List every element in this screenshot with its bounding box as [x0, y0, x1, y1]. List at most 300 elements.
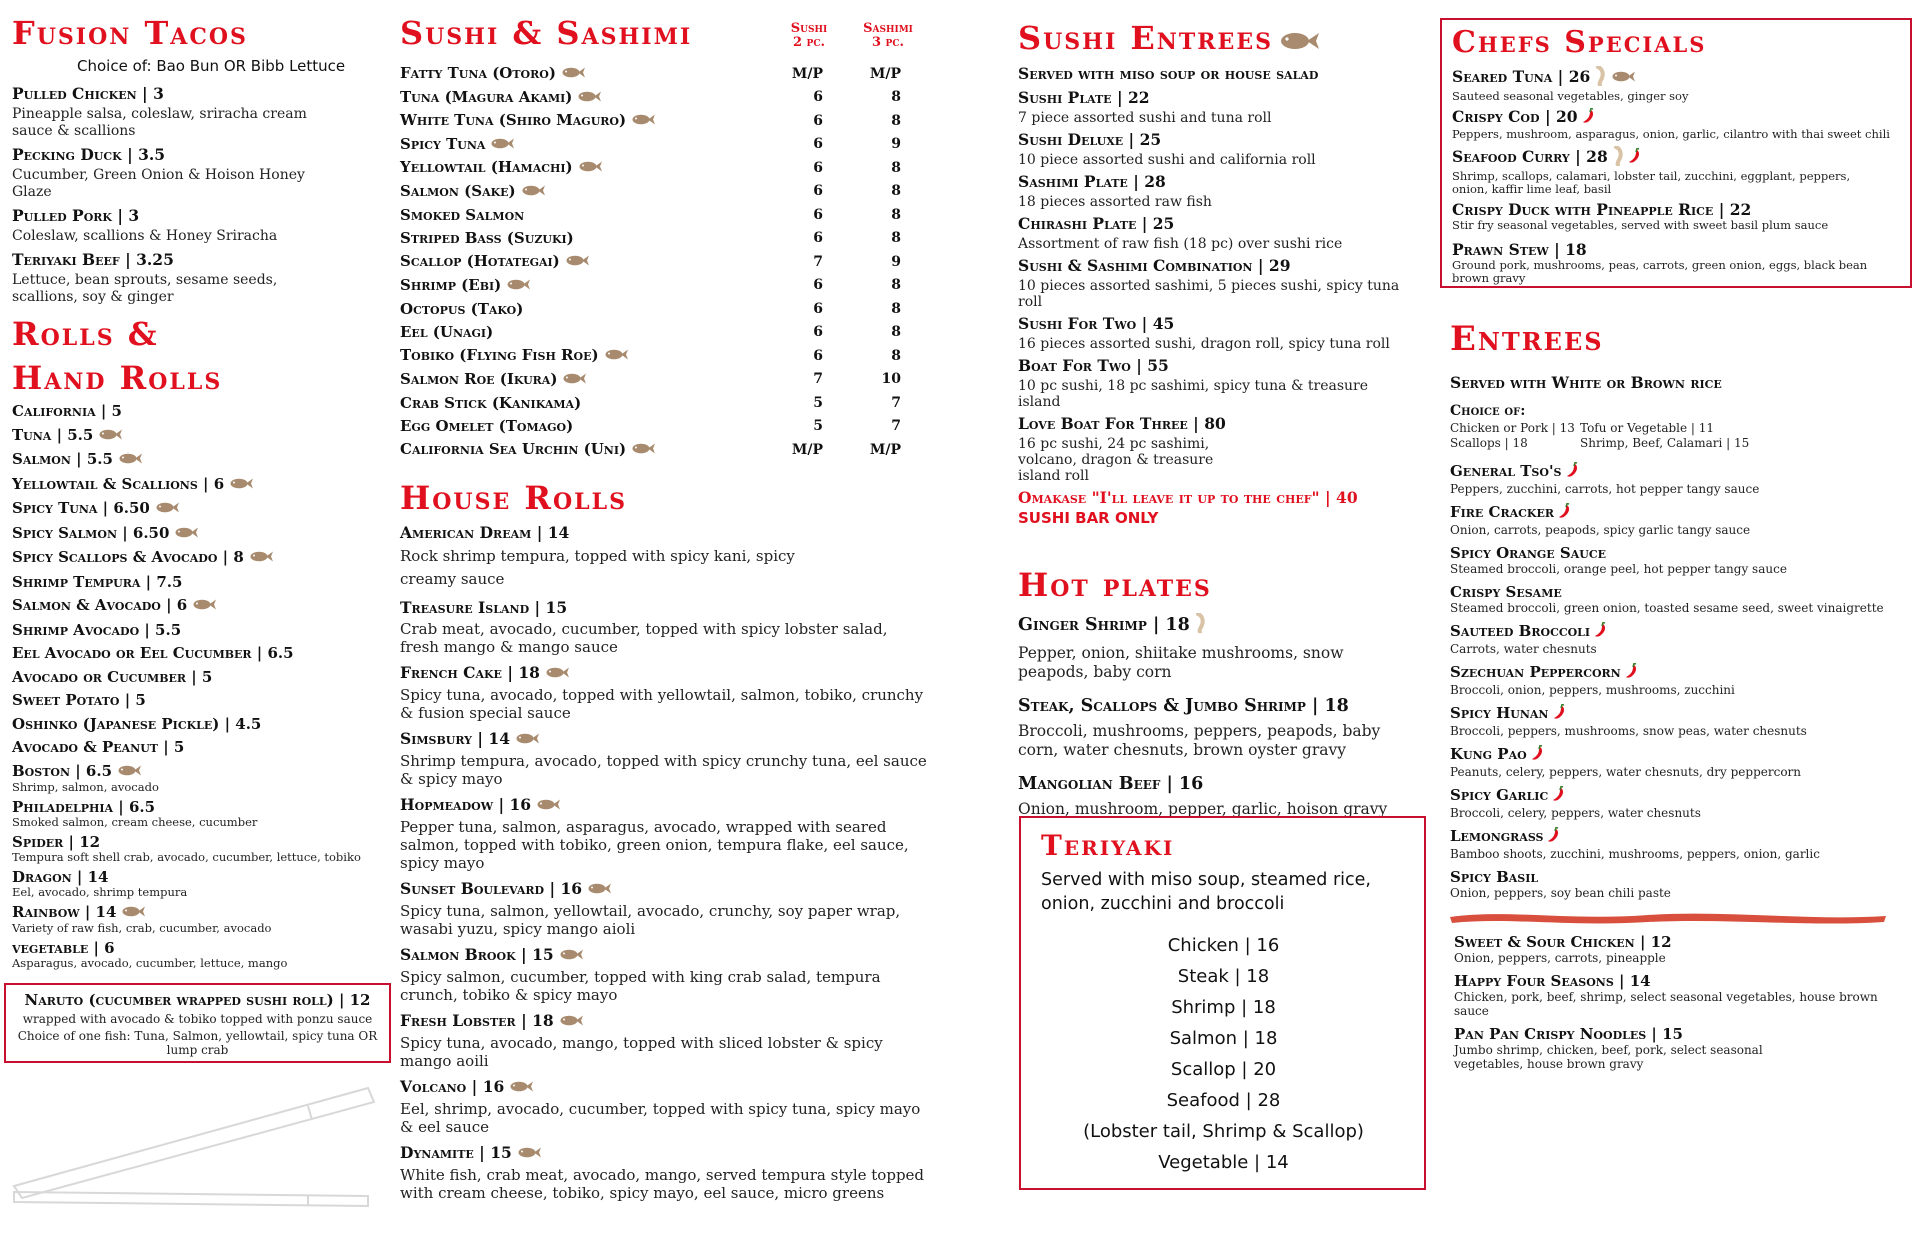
item-name-text: Pan Pan Crispy Noodles | 15 [1454, 1025, 1683, 1043]
item-desc: Eel, avocado, shrimp tempura [12, 884, 188, 899]
house-roll-item [400, 880, 930, 938]
item-name-text: Sushi Plate | 22 [1018, 87, 1150, 107]
item-name-text: Avocado or Cucumber | 5 [12, 667, 213, 686]
item-desc: Ground pork, mushrooms, peas, carrots, green onion, eggs, black bean brown gravy [1452, 258, 1868, 285]
item-desc: 10 piece assorted sushi and california roll [1018, 151, 1316, 168]
entree-item [1450, 868, 1912, 900]
sushi-row [400, 415, 940, 439]
sashimi-price: 9 [891, 253, 901, 270]
item-name [400, 229, 785, 247]
item-name [12, 762, 372, 781]
teriyaki-item: Chicken | 16 [1167, 935, 1280, 956]
item-name [12, 207, 372, 225]
entree-item [1450, 786, 1912, 820]
sushi-row [400, 109, 940, 133]
item-name [1018, 215, 1418, 233]
item-name-text: Seared Tuna | 26 [1452, 67, 1591, 86]
item-name [12, 644, 372, 662]
chefs-special-item [1452, 108, 1902, 141]
fusion-items [12, 85, 372, 306]
sushi-entrees-title [1018, 19, 1418, 57]
item-name-text: Avocado & Peanut | 5 [12, 738, 185, 756]
item-desc: Shrimp, salmon, avocado [12, 779, 159, 794]
roll-item [12, 548, 372, 567]
chopsticks-icon [8, 1080, 378, 1210]
fish-icon [229, 476, 253, 494]
item-name-text: Kung Pao [1450, 745, 1527, 763]
sushi-price: 6 [813, 183, 823, 200]
entrees-subtitle: Served with White or Brown rice [1450, 373, 1722, 392]
entree-item [1450, 704, 1912, 738]
item-name [400, 1012, 930, 1031]
roll-item [12, 524, 372, 543]
hot-plate-item [1018, 613, 1418, 682]
item-name [400, 206, 785, 224]
entree-item [1450, 583, 1912, 615]
house-rolls-title: House Rolls [400, 478, 627, 517]
item-desc: Variety of raw fish, crab, cucumber, avocado [12, 920, 272, 935]
fusion-item [12, 207, 372, 245]
item-desc: Broccoli, onion, peppers, mushrooms, zucchini [1450, 683, 1735, 697]
item-name [400, 88, 785, 107]
house-roll-item [400, 1078, 930, 1136]
item-name-text: Egg Omelet (Tomago) [400, 417, 574, 436]
item-name [400, 946, 930, 965]
sushi-price: 6 [813, 112, 823, 129]
item-desc: Asparagus, avocado, cucumber, lettuce, mango [12, 955, 288, 970]
item-name-text: Pecking Duck | 3.5 [12, 145, 166, 164]
item-name-text: Sashimi Plate | 28 [1018, 171, 1166, 191]
sushi-row [400, 321, 940, 345]
pepper-icon [1625, 663, 1639, 683]
item-name-text: California | 5 [12, 402, 122, 420]
roll-item [12, 903, 372, 935]
fish-icon [515, 731, 539, 749]
roll-item [12, 668, 372, 686]
item-name [12, 798, 372, 816]
roll-item [12, 762, 372, 794]
item-name [12, 251, 372, 269]
item-name-text: Pulled Chicken | 3 [12, 84, 164, 103]
item-name-text: Spicy Scallops & Avocado | 8 [12, 548, 244, 566]
chefs-special-item [1452, 66, 1902, 103]
roll-item [12, 715, 372, 733]
fish-icon [587, 881, 611, 899]
sushi-price: 5 [813, 394, 823, 411]
item-name [1018, 131, 1418, 149]
sashimi-price: 8 [891, 159, 901, 176]
fish-icon [559, 947, 583, 965]
item-name [12, 146, 372, 164]
chefs-items [1452, 66, 1902, 285]
roll-item [12, 644, 372, 662]
sushi-row [400, 86, 940, 110]
item-name-text: Philadelphia | 6.5 [12, 797, 156, 816]
sashimi-col-header [848, 22, 928, 50]
item-name-text: Sweet Potato | 5 [12, 691, 146, 709]
item-name-text: Szechuan Peppercorn [1450, 663, 1621, 681]
sushi-price: 6 [813, 277, 823, 294]
sushi-price: 5 [813, 418, 823, 435]
item-name [400, 370, 785, 389]
teriyaki-item: Salmon | 18 [1169, 1028, 1278, 1049]
item-name-text: Yellowtail & Scallions | 6 [12, 474, 225, 493]
roll-item [12, 833, 372, 864]
naruto-name: Naruto (cucumber wrapped sushi roll) | 12 [24, 991, 371, 1009]
item-name-text: vegetable | 6 [12, 938, 115, 957]
choice-label: Choice of: [1450, 403, 1526, 419]
item-name [12, 738, 372, 756]
pepper-icon [1566, 462, 1580, 482]
item-name [12, 668, 372, 686]
item-name [1452, 146, 1902, 170]
item-name-text: Salmon | 5.5 [12, 450, 113, 468]
sashimi-col-sub: 3 pc. [871, 35, 905, 50]
fish-icon [118, 451, 142, 469]
item-name-text: Fire Cracker [1450, 503, 1554, 521]
sashimi-price: 10 [881, 371, 901, 388]
pepper-icon [1531, 745, 1545, 765]
item-name-text: White Tuna (Shiro Maguro) [400, 111, 627, 130]
sushi-entree-item [1018, 415, 1418, 484]
item-name-text: Spicy Basil [1450, 868, 1539, 886]
sushi-row [400, 297, 940, 321]
item-name-text: Tobiko (Flying Fish Roe) [400, 346, 599, 365]
sushi-row [400, 227, 940, 251]
entree-extra-item [1454, 1025, 1909, 1071]
sushi-entrees-title-text: Sushi Entrees [1018, 19, 1273, 57]
pepper-icon [1594, 622, 1608, 642]
item-name [12, 715, 372, 733]
item-name [1450, 704, 1912, 724]
pepper-icon [1558, 503, 1572, 523]
pepper-icon [1552, 786, 1566, 806]
sashimi-price: 7 [891, 418, 901, 435]
pepper-icon [1547, 827, 1561, 847]
item-name [12, 939, 372, 957]
item-name-text: Dynamite | 15 [400, 1142, 512, 1162]
item-name [12, 450, 372, 469]
item-name-text: Tuna (Magura Akami) [400, 87, 573, 106]
hot-plates-title: Hot plates [1018, 565, 1212, 604]
item-name-text: Salmon Roe (Ikura) [400, 369, 558, 388]
sushi-entree-item [1018, 131, 1418, 168]
sushi-price: 6 [813, 136, 823, 153]
sushi-row [400, 274, 940, 298]
item-name [400, 417, 785, 435]
item-name-text: Spicy Tuna | 6.50 [12, 499, 150, 517]
item-desc: Onion, mushroom, pepper, garlic, hoison gravy [1018, 799, 1388, 818]
item-name [400, 111, 785, 130]
roll-item [12, 573, 372, 591]
hot-plate-item [1018, 696, 1418, 760]
item-name [400, 252, 785, 271]
sushi-entree-item [1018, 89, 1418, 126]
fish-icon [490, 136, 514, 154]
sushi-row [400, 368, 940, 392]
item-desc: Eel, shrimp, avocado, cucumber, topped with spicy tuna, spicy mayo & eel sauce [400, 1099, 921, 1136]
teriyaki-box [1019, 816, 1426, 1190]
entree-item [1450, 622, 1912, 656]
item-name [400, 276, 785, 295]
item-name-text: Pulled Pork | 3 [12, 206, 140, 225]
item-desc: Peppers, mushroom, asparagus, onion, garlic, cilantro with thai sweet chili [1452, 127, 1890, 141]
roll-item [12, 596, 372, 615]
item-desc: Spicy salmon, cucumber, topped with king crab salad, tempura crunch, tobiko & spicy mayo [400, 967, 881, 1004]
fish-icon [631, 112, 655, 130]
item-name-text: Salmon Brook | 15 [400, 944, 554, 964]
sashimi-price: 8 [891, 300, 901, 317]
roll-item [12, 450, 372, 469]
item-name-text: Spicy Garlic [1450, 786, 1549, 804]
sushi-price: 6 [813, 230, 823, 247]
item-desc: Assortment of raw fish (18 pc) over sushi rice [1018, 235, 1343, 252]
item-name-text: Crispy Cod | 20 [1452, 107, 1578, 126]
sashimi-price: 8 [891, 277, 901, 294]
item-name [1452, 241, 1902, 259]
entree-item [1450, 827, 1912, 861]
sushi-col-header [780, 22, 838, 50]
naruto-box [4, 983, 391, 1063]
item-name-text: Shrimp (Ebi) [400, 275, 502, 294]
item-name-text: Chirashi Plate | 25 [1018, 213, 1175, 233]
item-desc: Onion, carrots, peapods, spicy garlic tangy sauce [1450, 523, 1751, 537]
item-name-text: Oshinko (Japanese Pickle) | 4.5 [12, 714, 262, 733]
house-roll-item [400, 664, 930, 722]
item-desc: Shrimp tempura, avocado, topped with spicy crunchy tuna, eel sauce & spicy mayo [400, 751, 927, 788]
item-name-text: Shrimp Tempura | 7.5 [12, 572, 183, 591]
item-desc: Rock shrimp tempura, topped with spicy kani, spicy creamy sauce [400, 546, 795, 588]
item-desc: Peanuts, celery, peppers, water chesnuts, dry peppercorn [1450, 765, 1802, 779]
rolls-title-line1: Rolls & [12, 315, 159, 353]
column-3 [1018, 0, 1418, 833]
shrimp-icon [1594, 66, 1606, 90]
choice-shrimp-beef: Shrimp, Beef, Calamari | 15 [1580, 436, 1750, 450]
item-name [400, 346, 785, 365]
item-name-text: Tuna | 5.5 [12, 425, 94, 444]
item-name [1454, 933, 1909, 951]
house-roll-item [400, 1144, 930, 1202]
fish-icon [98, 427, 122, 445]
sushi-entrees-items [1018, 89, 1418, 484]
teriyaki-item: Vegetable | 14 [1158, 1152, 1289, 1173]
entree-item [1450, 745, 1912, 779]
item-name [1450, 544, 1912, 562]
item-name [12, 596, 372, 615]
pepper-icon [1628, 148, 1642, 168]
fish-icon [121, 904, 145, 922]
item-name-text: Rainbow | 14 [12, 902, 117, 921]
sushi-price: M/P [791, 65, 823, 82]
roll-item [12, 738, 372, 756]
sushi-entrees-subtitle: Served with miso soup or house salad [1018, 63, 1319, 83]
item-name [400, 880, 930, 899]
item-name [1450, 827, 1912, 847]
teriyaki-items [1041, 930, 1406, 1178]
item-name-text: Mangolian Beef | 16 [1018, 773, 1204, 794]
item-name [12, 833, 372, 851]
item-desc: White fish, crab meat, avocado, mango, served tempura style topped with cream cheese, tobiko, spicy mayo, eel sauce, micro greens [400, 1165, 925, 1202]
sashimi-price: 8 [891, 230, 901, 247]
teriyaki-item: Steak | 18 [1177, 966, 1270, 987]
item-name [400, 1144, 930, 1163]
teriyaki-item: Seafood | 28 [1166, 1090, 1281, 1111]
sushi-col-label: Sushi [790, 21, 828, 36]
teriyaki-item: (Lobster tail, Shrimp & Scallop) [1083, 1121, 1364, 1142]
house-roll-item [400, 946, 930, 1004]
naruto-line2: Choice of one fish: Tuna, Salmon, yellowtail, spicy tuna OR lump crab [17, 1029, 378, 1057]
item-desc: Peppers, zucchini, carrots, hot pepper tangy sauce [1450, 482, 1760, 496]
item-name [12, 573, 372, 591]
sushi-price: 7 [813, 253, 823, 270]
sashimi-price: 9 [891, 136, 901, 153]
house-roll-item [400, 730, 930, 788]
item-desc: 7 piece assorted sushi and tuna roll [1018, 109, 1272, 126]
rolls-items [12, 402, 372, 970]
item-name [12, 85, 372, 103]
item-name [12, 903, 372, 922]
item-desc: Carrots, water chesnuts [1450, 642, 1597, 656]
teriyaki-subtitle: Served with miso soup, steamed rice, onion, zucchini and broccoli [1041, 870, 1371, 914]
item-name [12, 524, 372, 543]
sushi-col-sub: 2 pc. [792, 35, 826, 50]
item-name-text: Sushi For Two | 45 [1018, 313, 1175, 333]
item-desc: Smoked salmon, cream cheese, cucumber [12, 814, 258, 829]
item-name [1450, 745, 1912, 765]
sushi-row [400, 344, 940, 368]
sushi-title: Sushi & Sashimi [400, 14, 693, 52]
fusion-tacos-title: Fusion Tacos [12, 14, 248, 52]
entree-item [1450, 663, 1912, 697]
sashimi-price: M/P [869, 441, 901, 458]
item-desc: Tempura soft shell crab, avocado, cucumber, lettuce, tobiko [12, 849, 361, 864]
item-name-text: Smoked Salmon [400, 205, 525, 224]
entrees-choices [1450, 402, 1912, 450]
item-name-text: Happy Four Seasons | 14 [1454, 972, 1651, 990]
house-items [400, 524, 940, 1202]
item-name-text: Salmon & Avocado | 6 [12, 596, 188, 614]
sashimi-price: M/P [869, 65, 901, 82]
sushi-row [400, 180, 940, 204]
roll-item [12, 621, 372, 639]
sushi-price: 6 [813, 159, 823, 176]
fish-icon [536, 797, 560, 815]
fish-icon [249, 549, 273, 567]
entrees-items [1450, 462, 1912, 900]
house-roll-item [400, 1012, 930, 1070]
item-name [1454, 972, 1909, 990]
sashimi-price: 7 [891, 394, 901, 411]
item-name [400, 158, 785, 177]
item-name [1018, 315, 1418, 333]
entree-item [1450, 503, 1912, 537]
item-name-text: Crispy Duck with Pineapple Rice | 22 [1452, 200, 1752, 219]
item-name [12, 402, 372, 420]
item-name-text: Eel Avocado or Eel Cucumber | 6.5 [12, 644, 294, 662]
item-name [400, 1078, 930, 1097]
item-desc: 16 pc sushi, 24 pc sashimi, volcano, dragon & treasure island roll [1018, 435, 1214, 484]
roll-item [12, 475, 372, 494]
sushi-price: 6 [813, 206, 823, 223]
item-name [1018, 613, 1418, 638]
item-desc: Shrimp, scallops, calamari, lobster tail, zucchini, eggplant, peppers, onion, kaffir lime leaf, basil [1452, 169, 1851, 196]
item-desc: Broccoli, peppers, mushrooms, snow peas, water chesnuts [1450, 724, 1807, 738]
item-name-text: Salmon (Sake) [400, 181, 516, 200]
hot-plate-item [1018, 774, 1418, 819]
sushi-items [400, 62, 940, 462]
item-name-text: Octopus (Tako) [400, 299, 524, 318]
sushi-row [400, 203, 940, 227]
house-roll-item [400, 599, 930, 656]
item-name-text: Seafood Curry | 28 [1452, 147, 1608, 166]
item-name [1452, 66, 1902, 90]
item-desc: Spicy tuna, avocado, mango, topped with sliced lobster & spicy mango aoili [400, 1033, 883, 1070]
entrees-extra-items [1450, 933, 1912, 1071]
item-desc: 18 pieces assorted raw fish [1018, 193, 1212, 210]
item-name-text: Simsbury | 14 [400, 728, 511, 748]
item-name-text: Spicy Tuna [400, 134, 486, 153]
sashimi-price: 8 [891, 89, 901, 106]
item-desc: Chicken, pork, beef, shrimp, select seasonal vegetables, house brown sauce [1454, 990, 1878, 1018]
chefs-special-item [1452, 146, 1902, 196]
item-desc: Pepper tuna, salmon, asparagus, avocado, wrapped with seared salmon, topped with tobiko, green onion, tempura flake, eel sauce, spicy mayo [400, 817, 909, 872]
pepper-icon [1582, 108, 1596, 128]
item-name [1018, 696, 1418, 716]
item-name [400, 796, 930, 815]
sushi-price: 6 [813, 347, 823, 364]
fish-icon [506, 277, 530, 295]
item-name-text: Fatty Tuna (Otoro) [400, 64, 556, 83]
sashimi-price: 8 [891, 206, 901, 223]
item-name [1018, 415, 1418, 433]
fish-icon [1278, 25, 1320, 57]
item-name [1452, 108, 1902, 128]
item-name-text: Treasure Island | 15 [400, 597, 568, 617]
fish-icon [509, 1079, 533, 1097]
fusion-item [12, 146, 372, 201]
hot-items [1018, 613, 1418, 819]
item-name-text: Spider | 12 [12, 832, 101, 851]
sashimi-price: 8 [891, 112, 901, 129]
item-name [1018, 357, 1418, 375]
item-name-text: Fresh Lobster | 18 [400, 1010, 554, 1030]
fish-icon [521, 183, 545, 201]
item-desc: 10 pc sushi, 18 pc sashimi, spicy tuna & treasure island [1018, 377, 1368, 410]
fish-icon [604, 347, 628, 365]
entree-extra-item [1454, 972, 1909, 1018]
item-desc: Steamed broccoli, orange peel, hot pepper tangy sauce [1450, 562, 1787, 576]
item-desc: Cucumber, Green Onion & Hoison Honey Glaze [12, 167, 305, 200]
roll-item [12, 402, 372, 420]
item-name [1450, 462, 1912, 482]
item-name-text: Spicy Hunan [1450, 704, 1549, 722]
item-name-text: Striped Bass (Suzuki) [400, 229, 574, 248]
item-name [400, 323, 785, 341]
column-1 [12, 0, 372, 974]
sushi-price: 6 [813, 89, 823, 106]
item-name-text: Steak, Scallops & Jumbo Shrimp | 18 [1018, 695, 1349, 716]
item-name [12, 475, 372, 494]
chefs-specials-title: Chefs Specials [1452, 25, 1707, 60]
sushi-entree-item [1018, 173, 1418, 210]
roll-item [12, 798, 372, 829]
sushi-entree-item [1018, 315, 1418, 352]
item-name-text: Sushi Deluxe | 25 [1018, 129, 1162, 149]
fish-icon [117, 763, 141, 781]
item-name [1018, 774, 1418, 794]
fusion-subtitle: Choice of: Bao Bun OR Bibb Lettuce [77, 57, 346, 75]
item-name [1450, 663, 1912, 683]
